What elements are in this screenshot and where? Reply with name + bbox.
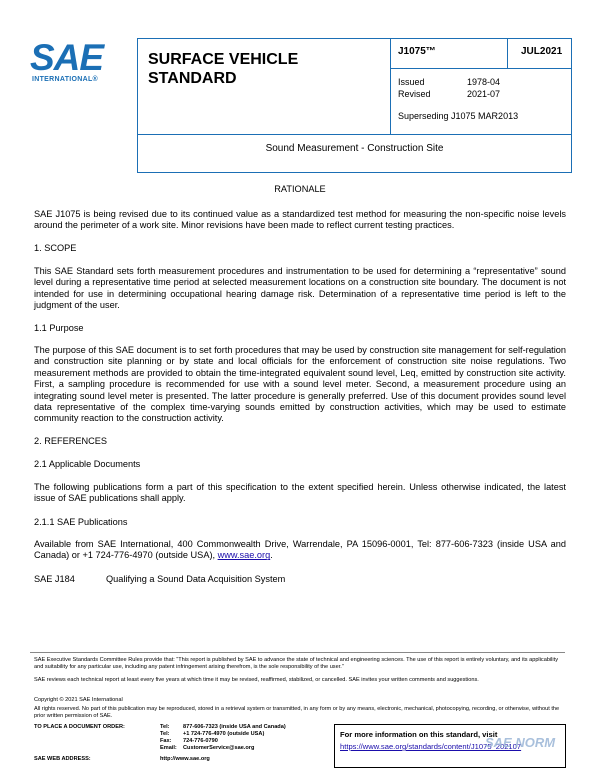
info-link[interactable]: https://www.sae.org/standards/content/J1075_202107	[340, 742, 522, 751]
reference-id: SAE J184	[34, 574, 75, 584]
tel-label: Tel:	[160, 724, 170, 730]
logo-letters: SAE	[30, 37, 104, 78]
tel2-value: +1 724-776-4970 (outside USA)	[183, 731, 265, 737]
logo-org: INTERNATIONAL®	[32, 76, 99, 83]
rules-text: SAE Executive Standards Committee Rules provide that: “This report is published by SAE to advance the state of technical and engineering sciences. The use of this report is entirely voluntary, and its applicability and suitability for any particular use, including any patent infringement arising therefrom, is the sole responsibility of the user.”	[34, 657, 559, 670]
reference-title: Qualifying a Sound Data Acquisition System	[106, 574, 286, 584]
header-divider	[390, 38, 391, 135]
scope-text: This SAE Standard sets forth measurement procedures and instrumentation to be used for determining a “representative” sound level during a representative time period at selected measurement locations on a construction site boundary. The document is not intended for use in determining occupational hearing damage risk. Determination of a representative time period is left to the judgment of the user.	[34, 266, 566, 311]
tel2-label: Tel:	[160, 731, 170, 737]
purpose-text: The purpose of this SAE document is to set forth procedures that may be used by construction site management for self-regulation and construction site planning or by state and local officials for the enforcement of construction site noise regulations. Two measurement methods are provided to obtain the time-integrated equivalent sound level, Leq, emitted by construction site activity. First, a sampling procedure is recommended for use with a sound level meter. Second, a measurement procedure using an integrating sound level meter is presented. The latter procedure is generally preferred. Use of this document provides sound level data representative of the complex time-varying sounds emitted by construction activities, which may be used to estimate community reaction to the construction activity.	[34, 345, 566, 424]
web-label: SAE WEB ADDRESS:	[34, 756, 91, 762]
sae-website-link[interactable]: www.sae.org	[217, 550, 271, 561]
fax-value: 724-776-0790	[183, 738, 218, 744]
references-heading: 2. REFERENCES	[34, 436, 108, 446]
email-label: Email:	[160, 745, 177, 751]
issued-label: Issued	[398, 77, 425, 87]
standard-type: SURFACE VEHICLE STANDARD	[148, 51, 299, 87]
fax-label: Fax:	[160, 738, 172, 744]
sae-publications-text	[34, 539, 566, 562]
issued-value: 1978-04	[467, 77, 501, 87]
info-title: For more information on this standard, visit	[340, 730, 498, 739]
superseding: Superseding J1075 MAR2013	[398, 111, 519, 121]
rights-text: All rights reserved. No part of this publication may be reproduced, stored in a retrieval system or transmitted, in any form or by any means, electronic, mechanical, photocopying, recording, or otherwise, without the prior written permission of SAE.	[34, 706, 560, 719]
rationale-text: SAE J1075 is being revised due to its continued value as a standardized test method for measuring the non-specific noise levels around the perimeter of a work site. Minor revisions have been made to reflect current testing practices.	[34, 209, 566, 231]
document-date: JUL2021	[521, 46, 563, 57]
sae-publications-heading: 2.1.1 SAE Publications	[34, 517, 128, 527]
header-divider	[390, 68, 572, 69]
email-value[interactable]: CustomerService@sae.org	[183, 745, 255, 751]
applicable-heading: 2.1 Applicable Documents	[34, 459, 141, 469]
rationale-heading: RATIONALE	[274, 184, 326, 194]
header-divider	[137, 134, 572, 135]
revised-label: Revised	[398, 89, 431, 99]
copyright: Copyright © 2021 SAE International	[34, 697, 123, 703]
sae-logo	[30, 38, 125, 88]
sae-publications-period: .	[270, 550, 273, 561]
order-label: TO PLACE A DOCUMENT ORDER:	[34, 724, 125, 730]
header-divider	[507, 38, 508, 68]
watermark: SAE NORM	[485, 735, 556, 750]
footer-separator	[30, 652, 565, 653]
revised-value: 2021-07	[467, 89, 501, 99]
document-number: J1075™	[398, 46, 436, 57]
purpose-heading: 1.1 Purpose	[34, 323, 84, 333]
scope-heading: 1. SCOPE	[34, 243, 77, 253]
sae-publications-body: Available from SAE International, 400 Commonwealth Drive, Warrendale, PA 15096-0001, Tel: 877-606-7323 (inside USA and Canada) or +1 724-776-4970 (outside USA),	[34, 539, 566, 561]
tel-value: 877-606-7323 (inside USA and Canada)	[183, 724, 286, 730]
web-value[interactable]: http://www.sae.org	[160, 756, 210, 762]
document-subject: Sound Measurement - Construction Site	[265, 143, 444, 154]
review-text: SAE reviews each technical report at least every five years at which time it may be revised, reaffirmed, stabilized, or cancelled. SAE invites your written comments and suggestions.	[34, 677, 479, 683]
applicable-text: The following publications form a part of this specification to the extent specified herein. Unless otherwise indicated, the latest issue of SAE publications shall apply.	[34, 482, 566, 504]
